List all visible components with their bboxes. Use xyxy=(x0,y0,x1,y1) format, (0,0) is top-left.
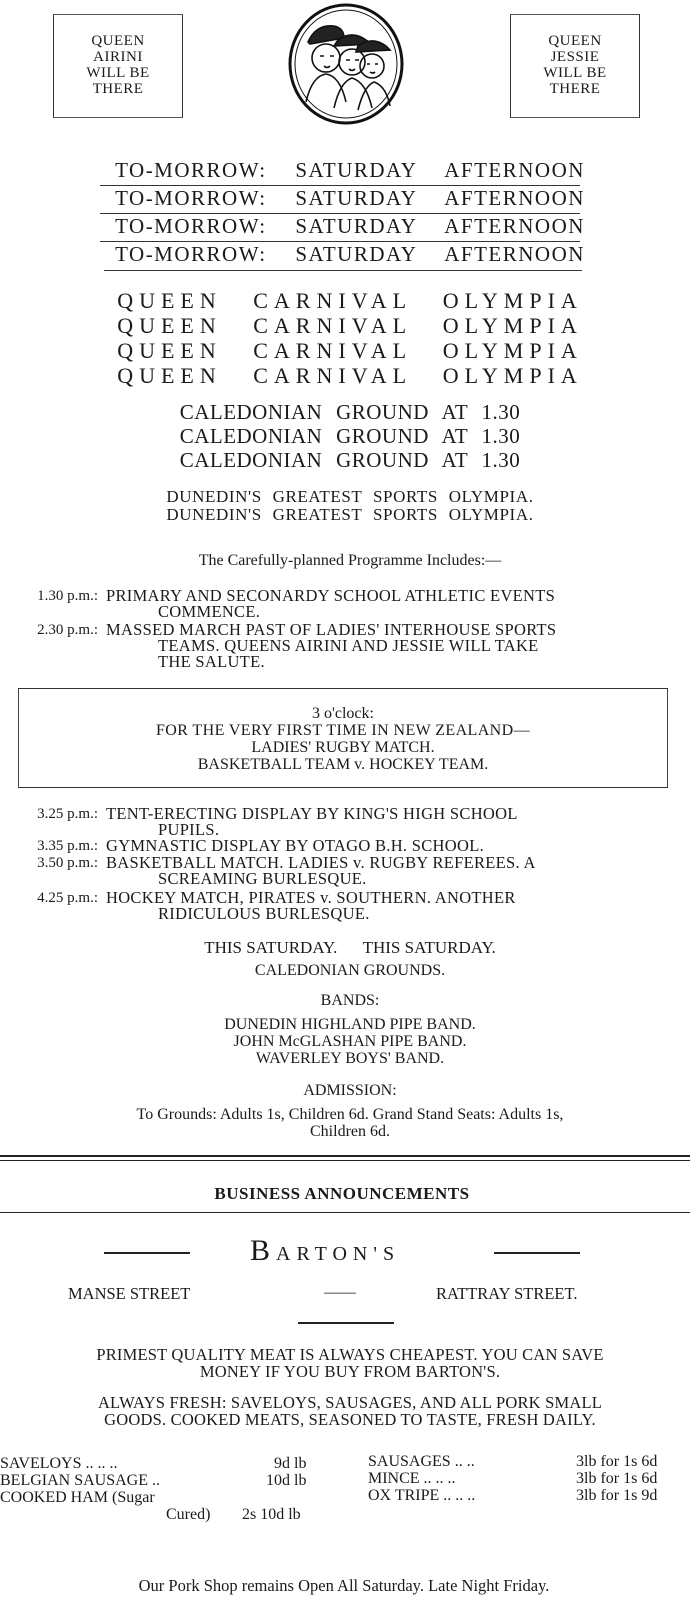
rugby-match-box xyxy=(18,688,668,788)
ornament-rule xyxy=(494,1252,580,1254)
double-rule xyxy=(0,1160,690,1161)
price-row xyxy=(0,1455,330,1472)
schedule-item xyxy=(10,855,688,887)
band-name: DUNEDIN HIGHLAND PIPE BAND. xyxy=(224,1016,476,1033)
street-dash: —— xyxy=(324,1284,356,1301)
price-item: OX TRIPE .. .. .. xyxy=(368,1487,476,1504)
price-row xyxy=(368,1487,688,1504)
pork-shop-notice: Our Pork Shop remains Open All Saturday. Late Night Friday. xyxy=(138,1576,550,1595)
queen-airini-line: WILL BE xyxy=(86,65,150,81)
barton-title xyxy=(250,1234,450,1268)
schedule-time: 3.35 p.m.: xyxy=(37,838,98,854)
queen-carnival-headline: QUEEN CARNIVAL OLYMPIA xyxy=(117,313,583,338)
fresh-line: ALWAYS FRESH: SAVELOYS, SAUSAGES, AND ALL PORK SMALL xyxy=(97,1393,603,1412)
primest-line: MONEY IF YOU BUY FROM BARTON'S. xyxy=(199,1362,501,1381)
price-item: SAVELOYS .. .. .. xyxy=(0,1455,118,1472)
queen-airini-line: AIRINI xyxy=(93,49,143,65)
admission-heading: ADMISSION: xyxy=(303,1082,397,1099)
primest-paragraph xyxy=(0,1346,700,1380)
schedule-time: 2.30 p.m.: xyxy=(37,622,98,638)
portrait-emblem-icon xyxy=(286,2,406,126)
price-item: COOKED HAM (Sugar xyxy=(0,1489,155,1506)
admission-details xyxy=(0,1106,700,1140)
divider xyxy=(0,1212,690,1213)
price-row xyxy=(0,1489,330,1506)
fresh-paragraph xyxy=(0,1394,700,1428)
schedule-text xyxy=(106,622,688,670)
schedule-text xyxy=(106,838,688,854)
schedule-time: 1.30 p.m.: xyxy=(37,588,98,604)
primest-line: PRIMEST QUALITY MEAT IS ALWAYS CHEAPEST. YOU CAN SAVE xyxy=(96,1345,604,1364)
schedule-line: COMMENCE. xyxy=(158,602,261,621)
box-line: FOR THE VERY FIRST TIME IN NEW ZEALAND— xyxy=(156,722,530,739)
bands-heading: BANDS: xyxy=(320,992,380,1009)
queen-jessie-line: QUEEN xyxy=(548,33,602,49)
schedule-item xyxy=(10,588,688,620)
schedule-line: TENT-ERECTING DISPLAY BY KING'S HIGH SCHOOL xyxy=(106,804,518,823)
queen-airini-line: THERE xyxy=(92,81,144,97)
price-value: 3lb for 1s 6d xyxy=(576,1470,658,1487)
price-item: MINCE .. .. .. xyxy=(368,1470,456,1487)
schedule-line: SCREAMING BURLESQUE. xyxy=(158,869,367,888)
barton-name: ARTON'S xyxy=(276,1243,401,1265)
price-value: 3lb for 1s 6d xyxy=(576,1453,658,1470)
queen-jessie-line: THERE xyxy=(549,81,601,97)
schedule-text xyxy=(106,855,688,887)
tomorrow-headline: TO-MORROW: SATURDAY AFTERNOON xyxy=(115,158,585,182)
queen-jessie-line: WILL BE xyxy=(543,65,607,81)
price-item: Cured) xyxy=(166,1506,211,1523)
schedule-line: PRIMARY AND SECONARDY SCHOOL ATHLETIC EVENTS xyxy=(106,586,556,605)
schedule-line: BASKETBALL MATCH. LADIES v. RUGBY REFEREES. A xyxy=(106,853,536,872)
schedule-text xyxy=(106,806,688,838)
admission-line: Children 6d. xyxy=(310,1123,390,1140)
queen-carnival-headline: QUEEN CARNIVAL OLYMPIA xyxy=(117,338,583,363)
queen-airini-box xyxy=(53,14,183,118)
this-saturday: THIS SATURDAY. THIS SATURDAY. xyxy=(204,938,496,957)
box-time: 3 o'clock: xyxy=(312,705,374,722)
schedule-item xyxy=(10,838,688,854)
programme-intro: The Carefully-planned Programme Includes:— xyxy=(198,552,502,569)
price-item: BELGIAN SAUSAGE .. xyxy=(0,1472,160,1489)
ornament-rule xyxy=(298,1322,394,1324)
box-line: LADIES' RUGBY MATCH. xyxy=(251,739,435,756)
price-value: 3lb for 1s 9d xyxy=(576,1487,658,1504)
schedule-line: MASSED MARCH PAST OF LADIES' INTERHOUSE SPORTS xyxy=(106,620,557,639)
business-heading: BUSINESS ANNOUNCEMENTS xyxy=(214,1184,470,1203)
price-row xyxy=(0,1506,330,1523)
price-list-left xyxy=(0,1455,330,1523)
price-value: 9d lb xyxy=(274,1455,307,1472)
dunedin-headline: DUNEDIN'S GREATEST SPORTS OLYMPIA. xyxy=(166,505,534,524)
caledonian-headline: CALEDONIAN GROUND AT 1.30 xyxy=(179,400,521,424)
schedule-text xyxy=(106,890,688,922)
admission-line: To Grounds: Adults 1s, Children 6d. Grand Stand Seats: Adults 1s, xyxy=(136,1106,564,1123)
schedule-line: THE SALUTE. xyxy=(158,652,265,671)
rattray-street: RATTRAY STREET. xyxy=(436,1284,578,1303)
schedule-line: RIDICULOUS BURLESQUE. xyxy=(158,904,370,923)
ornament-rule xyxy=(104,1252,190,1254)
dunedin-headline: DUNEDIN'S GREATEST SPORTS OLYMPIA. xyxy=(166,487,534,506)
band-name: WAVERLEY BOYS' BAND. xyxy=(255,1050,445,1067)
fresh-line: GOODS. COOKED MEATS, SEASONED TO TASTE, FRESH DAILY. xyxy=(104,1410,596,1429)
caledonian-headline: CALEDONIAN GROUND AT 1.30 xyxy=(179,424,521,448)
price-value: 10d lb xyxy=(266,1472,307,1489)
bands-list xyxy=(0,1016,700,1067)
schedule-item xyxy=(10,806,688,838)
caledonian-headline: CALEDONIAN GROUND AT 1.30 xyxy=(179,448,521,472)
price-list-right xyxy=(368,1453,688,1504)
queen-jessie-box xyxy=(510,14,640,118)
schedule-time: 3.25 p.m.: xyxy=(37,806,98,822)
divider xyxy=(104,270,582,271)
schedule-item xyxy=(10,890,688,922)
schedule-time: 3.50 p.m.: xyxy=(37,855,98,871)
schedule-line: GYMNASTIC DISPLAY BY OTAGO B.H. SCHOOL. xyxy=(106,836,484,855)
price-row xyxy=(0,1472,330,1489)
queen-airini-line: QUEEN xyxy=(91,33,145,49)
price-item: SAUSAGES .. .. xyxy=(368,1453,475,1470)
box-line: BASKETBALL TEAM v. HOCKEY TEAM. xyxy=(197,756,489,773)
caledonian-grounds: CALEDONIAN GROUNDS. xyxy=(254,962,446,979)
tomorrow-headline: TO-MORROW: SATURDAY AFTERNOON xyxy=(115,242,585,266)
manse-street: MANSE STREET xyxy=(68,1284,191,1303)
price-row xyxy=(368,1470,688,1487)
tomorrow-headline: TO-MORROW: SATURDAY AFTERNOON xyxy=(115,214,585,238)
queen-carnival-headline: QUEEN CARNIVAL OLYMPIA xyxy=(117,363,583,388)
queen-carnival-headline: QUEEN CARNIVAL OLYMPIA xyxy=(117,288,583,313)
double-rule xyxy=(0,1155,690,1157)
schedule-text xyxy=(106,588,688,620)
schedule-line: TEAMS. QUEENS AIRINI AND JESSIE WILL TAKE xyxy=(158,636,539,655)
queen-jessie-line: JESSIE xyxy=(550,49,600,65)
price-row xyxy=(368,1453,688,1470)
price-value: 2s 10d lb xyxy=(242,1506,301,1523)
tomorrow-headline: TO-MORROW: SATURDAY AFTERNOON xyxy=(115,186,585,210)
barton-initial: B xyxy=(250,1234,277,1267)
schedule-item xyxy=(10,622,688,670)
schedule-line: PUPILS. xyxy=(158,820,220,839)
schedule-time: 4.25 p.m.: xyxy=(37,890,98,906)
schedule-line: HOCKEY MATCH, PIRATES v. SOUTHERN. ANOTHER xyxy=(106,888,516,907)
band-name: JOHN McGLASHAN PIPE BAND. xyxy=(233,1033,467,1050)
